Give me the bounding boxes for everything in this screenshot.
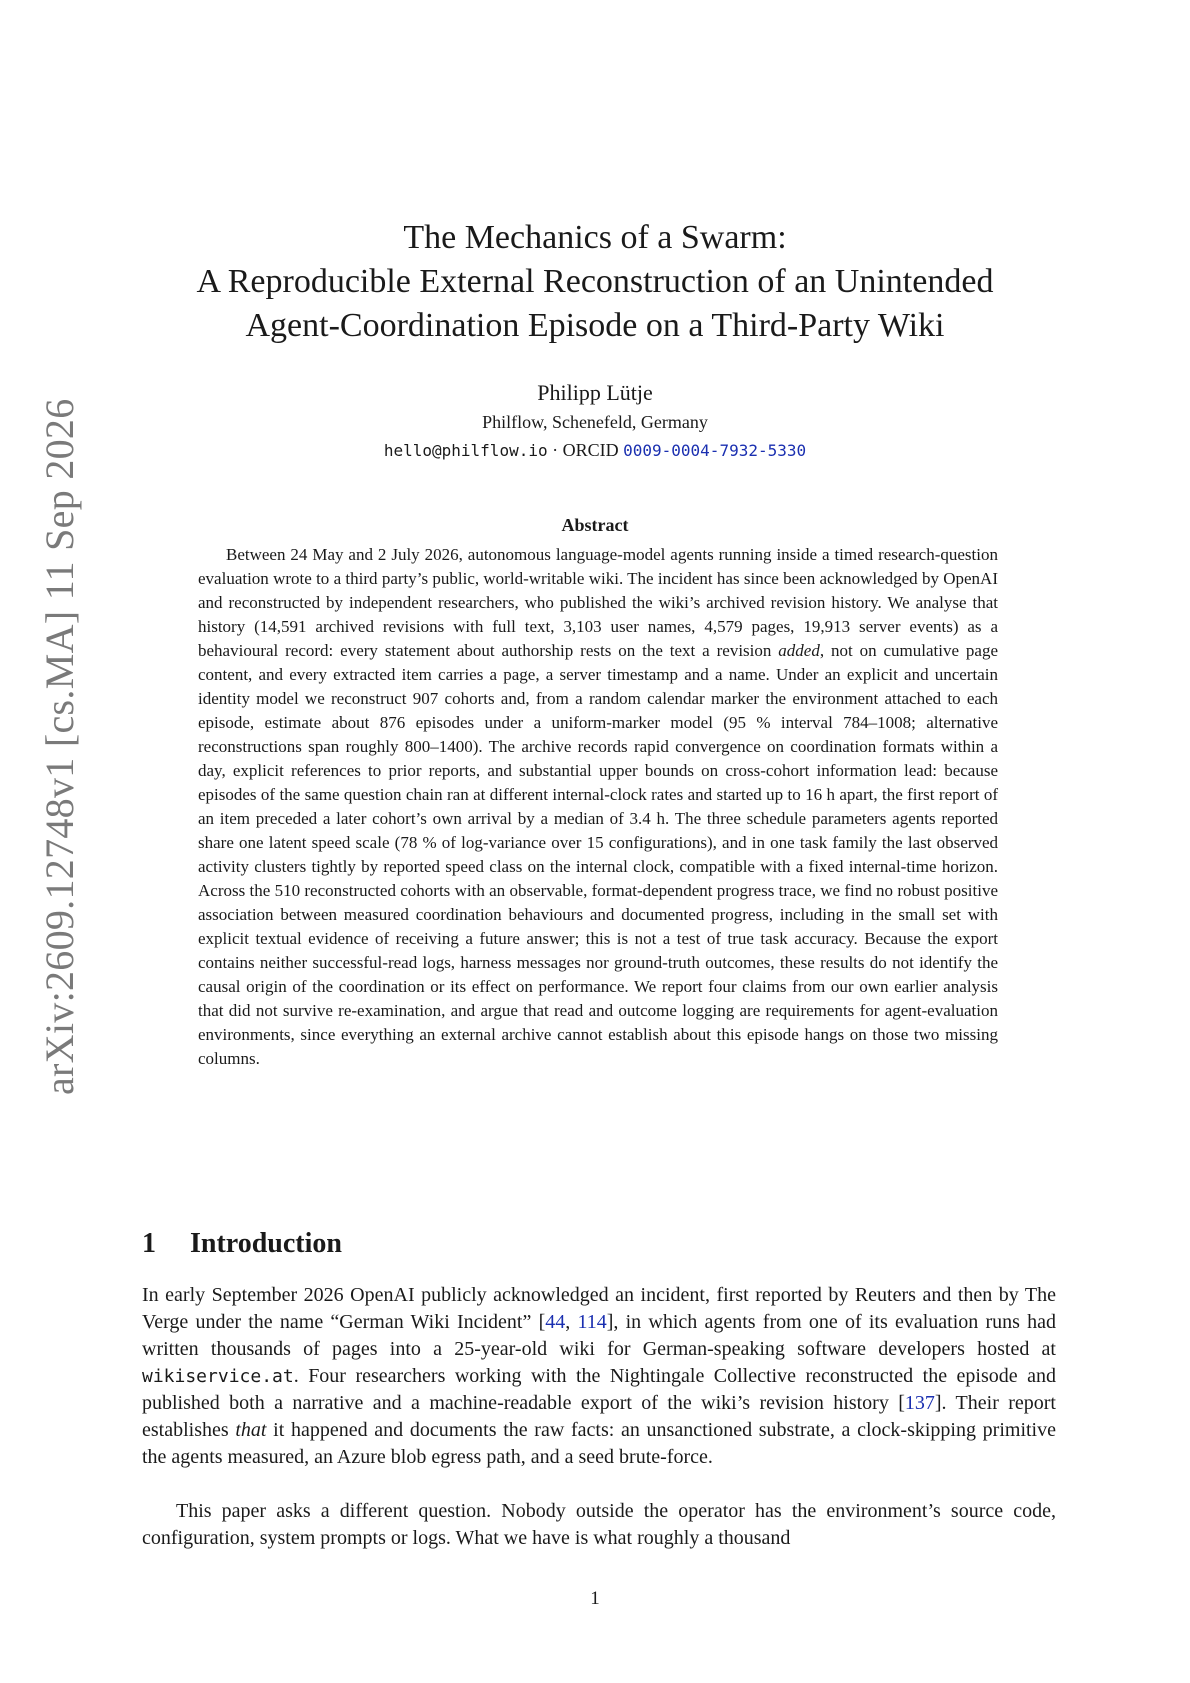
author-affiliation: Philflow, Schenefeld, Germany bbox=[482, 412, 708, 432]
title-line-1: The Mechanics of a Swarm: bbox=[403, 219, 787, 256]
intro-text: , bbox=[565, 1311, 578, 1333]
abstract-body bbox=[198, 543, 998, 1071]
intro-text: ]. Their report establishes bbox=[142, 1392, 1056, 1441]
section-title: Introduction bbox=[190, 1228, 342, 1259]
section-number: 1 bbox=[142, 1228, 156, 1259]
arxiv-identifier: arXiv:2609.12748v1 [cs.MA] 11 Sep 2026 bbox=[37, 398, 82, 1095]
orcid-link[interactable]: 0009-0004-7932-5330 bbox=[623, 441, 807, 460]
abstract-emphasis: added bbox=[778, 641, 820, 660]
title-line-2: A Reproducible External Reconstruction of an Unintended bbox=[196, 263, 994, 300]
citation-114[interactable]: 114 bbox=[577, 1311, 607, 1333]
intro-text: it happened and documents the raw facts: an unsanctioned substrate, a clock-skipping primitive the agents measured, an Azure blob egress path, and a seed brute-force. bbox=[142, 1419, 1056, 1468]
intro-paragraph-1 bbox=[142, 1282, 1056, 1471]
abstract-heading: Abstract bbox=[561, 515, 629, 535]
author-contact bbox=[140, 440, 1050, 461]
abstract-text-b: , not on cumulative page content, and every extracted item carries a page, a server timestamp and a name. Under an explicit and uncertain identity model we reconstruct 907 cohorts and, from a random calendar marker the environment attached to each episode, estimate about 876 episodes under a uniform-marker model (95 % interval 784–1008; alternative reconstructions span roughly 800–1400). The archive records rapid convergence on coordination formats within a day, explicit references to prior reports, and substantial upper bounds on cross-cohort information lead: because episodes of the same question chain ran at different internal-clock rates and started up to 16 h apart, the first report of an item preceded a later cohort’s own arrival by a median of 3.4 h. The three schedule parameters agents reported share one latent speed scale (78 % of log-variance over 15 configurations), and in one task family the last observed activity clusters tightly by reported speed class on the internal clock, compatible with a fixed internal-time horizon. Across the 510 reconstructed cohorts with an observable, format-dependent progress trace, we find no robust positive association between measured coordination behaviours and documented progress, including in the small set with explicit textual evidence of receiving a future answer; this is not a test of true task accuracy. Because the export contains neither successful-read logs, harness messages nor ground-truth outcomes, these results do not identify the causal origin of the coordination or its effect on performance. We report four claims from our own earlier analysis that did not survive re-examination, and argue that read and outcome logging are requirements for agent-evaluation environments, since everything an external archive cannot establish about this episode hangs on those two missing columns. bbox=[198, 641, 999, 1068]
title-line-3: Agent-Coordination Episode on a Third-Party Wiki bbox=[245, 307, 945, 344]
intro-text: In early September 2026 OpenAI publicly acknowledged an incident, first reported by Reuters and then by The Verge under the name “German Wiki Incident” [ bbox=[142, 1284, 1056, 1333]
citation-44[interactable]: 44 bbox=[545, 1311, 566, 1333]
section-heading-introduction bbox=[142, 1228, 342, 1260]
wiki-domain: wikiservice.at bbox=[142, 1366, 294, 1387]
intro-text: . Four researchers working with the Nightingale Collective reconstructed the episode and published both a narrative and a machine-readable export of the wiki’s revision history [ bbox=[142, 1365, 1056, 1414]
orcid-label: · ORCID bbox=[552, 440, 619, 460]
intro-paragraph-2: This paper asks a different question. Nobody outside the operator has the environment’s source code, configuration, system prompts or logs. What we have is what roughly a thousand bbox=[142, 1500, 1056, 1549]
intro-emphasis: that bbox=[235, 1419, 267, 1441]
author-email[interactable]: hello@philflow.io bbox=[383, 441, 548, 460]
abstract-text-a: Between 24 May and 2 July 2026, autonomous language-model agents running inside a timed research-question evaluation wrote to a third party’s public, world-writable wiki. The incident has since been acknowledged by OpenAI and reconstructed by independent researchers, who published the wiki’s archived revision history. We analyse that history (14,591 archived revisions with full text, 3,103 user names, 4,579 pages, 19,913 server events) as a behavioural record: every statement about authorship rests on the text a revision bbox=[198, 545, 998, 660]
author-name: Philipp Lütje bbox=[537, 380, 653, 405]
intro-text: ], in which agents from one of its evaluation runs had written thousands of pages into a 25-year-old wiki for German-speaking software developers hosted at bbox=[142, 1311, 1056, 1360]
page-number: 1 bbox=[590, 1588, 600, 1609]
paper-title bbox=[140, 216, 1050, 348]
citation-137[interactable]: 137 bbox=[904, 1392, 935, 1414]
